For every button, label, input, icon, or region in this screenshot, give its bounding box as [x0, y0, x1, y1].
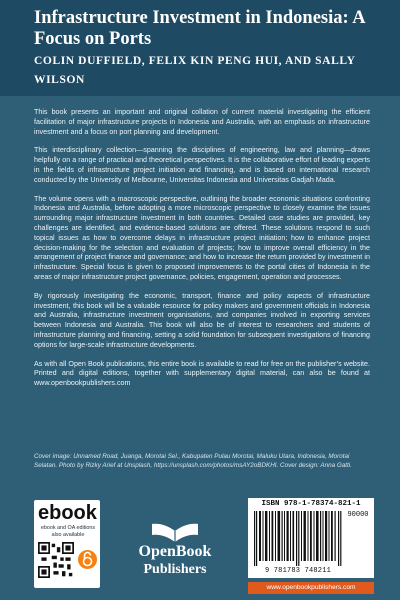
blurb-paragraph-3: The volume opens with a macroscopic perspective, outlining the broader economic situations confronting Indonesia and Australia, before adopting a more microscopic perspective to closely examine the issues surrounding major infrastructure investment in both countries. Detailed case studies are provided, key challenges are identified, and evidence-based solutions are offered. These solutions respond to such topical issues as how to overcome delays in infrastructure project initiation; how to enhance project decision-making for the selection and evaluation of projects; how to improve overall efficiency in the arrangement of project finance and governance; and how to increase the return provided by investment in infrastructure. Special focus is given to proposed improvements to the portal cities of Indonesia in the areas of major infrastructure project governance, policies, engagement, operation and processes. — [34, 194, 370, 281]
blurb-paragraph-1: This book presents an important and original collation of current material investigating the efficient facilitation of major infrastructure projects in Indonesia and Australia, with an emphasis on infrastructure investment and a focus on port planning and development. — [34, 108, 370, 136]
blurb-paragraph-4: By rigorously investigating the economic, transport, finance and policy aspects of infrastructure investment, this book will be a valuable resource for policy makers and government officials in Indonesia and Australia, infrastructure investment organisations, and companies involved in exporting services between Indonesia and Australia. This book will also be of interest to researchers and students of infrastructure planning and financing, setting a solid foundation for subsequent investigations of financing options for large-scale infrastructure developments. — [34, 291, 370, 349]
open-access-icon — [78, 550, 97, 569]
barcode-digits: 9 781783 748211 — [264, 567, 331, 575]
cover-credits: Cover image: Unnamed Road, Juanga, Morotai Sel., Kabupaten Pulau Morotai, Maluku Utara, Indonesia, Morotai Selatan. Photo by Rizky Arief at Unsplash, https://unsplash.com/photos/msAY2oBDKHI. Cover design: Anna Gatti. — [34, 453, 352, 469]
blurb — [34, 108, 370, 398]
isbn-barcode-box — [248, 498, 374, 578]
ebook-caption: ebook and OA editions also available — [40, 525, 96, 538]
publisher-subtitle: Publishers — [143, 562, 207, 577]
blurb-paragraph-2: This interdisciplinary collection—spanning the disciplines of engineering, law and planning—draws helpfully on a range of practical and theoretical perspectives. It is the collaborative effort of leading experts in the fields of infrastructure project initiation and financing, and is based on international research conducted by the University of Melbourne, Universitas Indonesia and Universitas Gadjah Mada. — [34, 146, 370, 184]
book-icon — [112, 520, 238, 544]
ebook-word: ebook — [38, 502, 97, 524]
blurb-paragraph-5: As with all Open Book publications, this entire book is available to read for free on the publisher’s website. Printed and digital editions, together with supplementary digital material, can also be found at www.openbookpublishers.com — [34, 359, 370, 388]
publisher-url[interactable]: www.openbookpublishers.com — [248, 582, 374, 594]
book-title: Infrastructure Investment in Indonesia: A Focus on Ports — [34, 8, 365, 49]
qr-code-icon — [38, 542, 74, 578]
isbn-label: ISBN 978-1-78374-821-1 — [261, 500, 361, 508]
isbn-addon: 90000 — [347, 511, 369, 519]
ebook-badge — [34, 500, 100, 588]
publisher-name: OpenBook — [138, 543, 212, 560]
book-authors: COLIN DUFFIELD, FELIX KIN PENG HUI, AND SALLY WILSON — [34, 55, 356, 86]
publisher-logo — [112, 520, 238, 592]
barcode-icon — [252, 511, 344, 566]
